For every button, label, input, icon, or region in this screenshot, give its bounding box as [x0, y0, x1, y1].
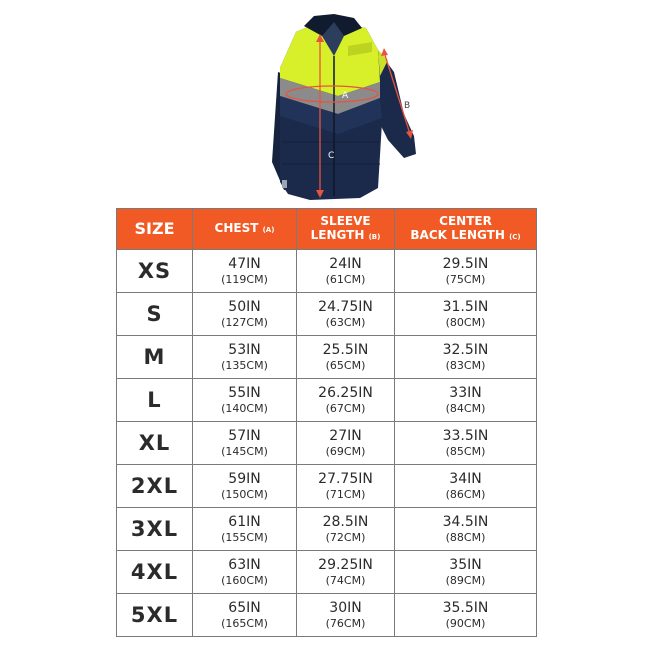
size-cell: XS — [117, 250, 193, 293]
size-chart-table — [116, 208, 537, 637]
chest-in: 59IN — [228, 470, 261, 487]
chest-in: 65IN — [228, 599, 261, 616]
chest-cell — [193, 379, 297, 422]
back-length-cell — [395, 293, 537, 336]
back-in: 31.5IN — [442, 298, 489, 315]
back-cm: (84CM) — [445, 401, 486, 415]
chest-cell — [193, 594, 297, 637]
sleeve-cm: (63CM) — [325, 315, 366, 329]
chest-cm: (140CM) — [221, 401, 268, 415]
size-cell: XL — [117, 422, 193, 465]
chest-cell — [193, 293, 297, 336]
sleeve-cm: (72CM) — [325, 530, 366, 544]
chest-column-header — [193, 209, 297, 250]
sleeve-in: 26.25IN — [318, 384, 373, 401]
size-cell: 3XL — [117, 508, 193, 551]
jacket-illustration — [270, 12, 420, 204]
sleeve-cm: (61CM) — [325, 272, 366, 286]
back-in: 33.5IN — [442, 427, 489, 444]
back-length-cell — [395, 465, 537, 508]
back-cm: (80CM) — [445, 315, 486, 329]
table-row — [117, 465, 537, 508]
back-in: 34.5IN — [442, 513, 489, 530]
chest-cell — [193, 465, 297, 508]
back-header-line1: CENTER — [439, 214, 492, 228]
sleeve-in: 27.75IN — [318, 470, 373, 487]
table-row — [117, 551, 537, 594]
chest-cm: (145CM) — [221, 444, 268, 458]
sleeve-in: 25.5IN — [322, 341, 369, 358]
back-cm: (83CM) — [445, 358, 486, 372]
table-row — [117, 293, 537, 336]
back-in: 29.5IN — [442, 255, 489, 272]
sleeve-column-header — [297, 209, 395, 250]
table-row — [117, 594, 537, 637]
back-length-column-header — [395, 209, 537, 250]
sleeve-cell — [297, 551, 395, 594]
sleeve-cell — [297, 293, 395, 336]
back-length-cell — [395, 379, 537, 422]
back-length-cell — [395, 508, 537, 551]
size-cell: 4XL — [117, 551, 193, 594]
chest-cell — [193, 336, 297, 379]
chest-in: 53IN — [228, 341, 261, 358]
sleeve-in: 29.25IN — [318, 556, 373, 573]
back-in: 35.5IN — [442, 599, 489, 616]
label-c: C — [328, 151, 335, 161]
back-length-cell — [395, 336, 537, 379]
back-in: 35IN — [449, 556, 482, 573]
sleeve-cell — [297, 422, 395, 465]
size-cell: M — [117, 336, 193, 379]
label-b: B — [404, 101, 411, 111]
back-in: 33IN — [449, 384, 482, 401]
table-row — [117, 379, 537, 422]
sleeve-in: 30IN — [329, 599, 362, 616]
chest-in: 63IN — [228, 556, 261, 573]
chest-cm: (119CM) — [221, 272, 268, 286]
chest-header-label: CHEST — [214, 221, 259, 235]
sleeve-cm: (69CM) — [325, 444, 366, 458]
sleeve-cell — [297, 508, 395, 551]
chest-cm: (155CM) — [221, 530, 268, 544]
back-header-line2: BACK LENGTH — [410, 228, 505, 242]
sleeve-cm: (71CM) — [325, 487, 366, 501]
chest-cell — [193, 422, 297, 465]
back-in: 32.5IN — [442, 341, 489, 358]
table-row — [117, 336, 537, 379]
sleeve-header-line1: SLEEVE — [320, 214, 371, 228]
sleeve-in: 24.75IN — [318, 298, 373, 315]
back-cm: (90CM) — [445, 616, 486, 630]
size-cell: 5XL — [117, 594, 193, 637]
size-cell: S — [117, 293, 193, 336]
chest-in: 47IN — [228, 255, 261, 272]
size-cell: L — [117, 379, 193, 422]
label-a: A — [342, 91, 349, 101]
sleeve-cm: (65CM) — [325, 358, 366, 372]
back-in: 34IN — [449, 470, 482, 487]
chest-header-key: (A) — [262, 226, 275, 234]
chest-in: 57IN — [228, 427, 261, 444]
sleeve-header-line2: LENGTH — [310, 228, 365, 242]
table-row — [117, 508, 537, 551]
back-length-cell — [395, 422, 537, 465]
back-length-cell — [395, 551, 537, 594]
chest-in: 61IN — [228, 513, 261, 530]
chest-cm: (135CM) — [221, 358, 268, 372]
chest-cm: (165CM) — [221, 616, 268, 630]
sleeve-in: 24IN — [329, 255, 362, 272]
back-cm: (89CM) — [445, 573, 486, 587]
back-cm: (86CM) — [445, 487, 486, 501]
jacket-diagram — [270, 12, 420, 204]
chest-cm: (160CM) — [221, 573, 268, 587]
back-cm: (75CM) — [445, 272, 486, 286]
chest-cell — [193, 250, 297, 293]
sleeve-cm: (67CM) — [325, 401, 366, 415]
chest-in: 50IN — [228, 298, 261, 315]
back-header-key: (C) — [509, 233, 521, 241]
chest-cm: (127CM) — [221, 315, 268, 329]
chest-cm: (150CM) — [221, 487, 268, 501]
sleeve-header-key: (B) — [368, 233, 381, 241]
size-cell: 2XL — [117, 465, 193, 508]
sleeve-cell — [297, 336, 395, 379]
sleeve-cm: (76CM) — [325, 616, 366, 630]
sleeve-cm: (74CM) — [325, 573, 366, 587]
back-cm: (85CM) — [445, 444, 486, 458]
sleeve-cell — [297, 250, 395, 293]
sleeve-cell — [297, 594, 395, 637]
chest-cell — [193, 551, 297, 594]
chest-cell — [193, 508, 297, 551]
sleeve-in: 27IN — [329, 427, 362, 444]
sleeve-cell — [297, 465, 395, 508]
table-row — [117, 250, 537, 293]
sleeve-in: 28.5IN — [322, 513, 369, 530]
sleeve-cell — [297, 379, 395, 422]
size-column-header: SIZE — [117, 209, 193, 250]
back-length-cell — [395, 250, 537, 293]
back-cm: (88CM) — [445, 530, 486, 544]
chest-in: 55IN — [228, 384, 261, 401]
table-header-row — [117, 209, 537, 250]
back-length-cell — [395, 594, 537, 637]
table-row — [117, 422, 537, 465]
